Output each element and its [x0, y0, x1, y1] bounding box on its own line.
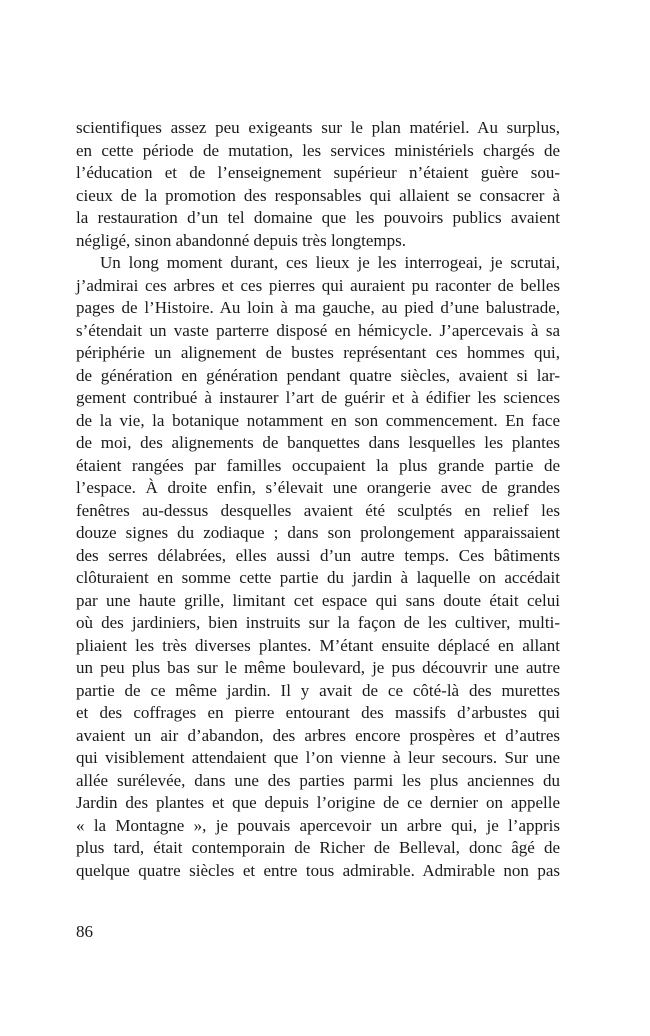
text-line: cieux de la promotion des responsables qui allaient se consacrer à: [76, 185, 560, 205]
text-line: plus tard, était contemporain de Richer de Belleval, donc âgé de: [76, 838, 560, 857]
body-text: [76, 117, 560, 905]
text-line: partie de ce même jardin. Il y avait de ce côté-là des murettes: [76, 680, 560, 700]
text-line: un peu plus bas sur le même boulevard, je pus découvrir une autre: [76, 658, 560, 677]
text-line: négligé, sinon abandonné depuis très longtemps.: [76, 230, 407, 250]
text-line: j’admirai ces arbres et ces pierres qui auraient pu raconter de belles: [76, 275, 560, 295]
text-line: de la vie, la botanique notamment en son commencement. En face: [76, 410, 560, 430]
text-line: pliaient les très diverses plantes. M’étant ensuite déplacé en allant: [76, 635, 560, 655]
text-line: s’étendait un vaste parterre disposé en hémicycle. J’apercevais à sa: [76, 320, 560, 340]
text-line: de moi, des alignements de banquettes dans lesquelles les plantes: [76, 433, 560, 452]
text-line: l’espace. À droite enfin, s’élevait une orangerie avec de grandes: [76, 478, 560, 497]
text-line: périphérie un alignement de bustes représentant ces hommes qui,: [76, 343, 560, 362]
text-line: fenêtres au-dessus desquelles avaient été sculptés en relief les: [76, 500, 560, 520]
text-line: Jardin des plantes et que depuis l’origine de ce dernier on appelle: [76, 793, 560, 812]
text-line: étaient rangées par familles occupaient la plus grande partie de: [76, 455, 560, 475]
text-line: où des jardiniers, bien instruits sur la façon de les cultiver, multi-: [76, 613, 560, 632]
text-line: en cette période de mutation, les services ministériels chargés de: [76, 140, 560, 160]
text-line: clôturaient en somme cette partie du jardin à laquelle on accédait: [76, 568, 560, 587]
text-line: avaient un air d’abandon, des arbres encore prospères et d’autres: [76, 725, 560, 745]
page-number: 86: [76, 922, 93, 941]
text-line: « la Montagne », je pouvais apercevoir un arbre qui, je l’appris: [76, 815, 560, 835]
text-line: et des coffrages en pierre entourant des massifs d’arbustes qui: [76, 703, 560, 722]
text-line: quelque quatre siècles et entre tous admirable. Admirable non pas: [76, 860, 560, 880]
text-line: qui visiblement attendaient que l’on vienne à leur secours. Sur une: [76, 748, 560, 767]
paragraph-1: [76, 117, 560, 252]
text-line: des serres délabrées, elles aussi d’un autre temps. Ces bâtiments: [76, 545, 560, 565]
text-line: la restauration d’un tel domaine que les pouvoirs publics avaient: [76, 208, 560, 227]
text-line: de génération en génération pendant quatre siècles, avaient si lar-: [76, 365, 560, 385]
text-line: douze signes du zodiaque ; dans son prolongement apparaissaient: [76, 523, 560, 542]
text-line: pages de l’Histoire. Au loin à ma gauche, au pied d’une balustrade,: [76, 298, 560, 317]
text-line: gement contribué à instaurer l’art de guérir et à édifier les sciences: [76, 388, 560, 407]
text-line: l’éducation et de l’enseignement supérieur n’étaient guère sou-: [76, 163, 560, 182]
text-line: allée surélevée, dans une des parties parmi les plus anciennes du: [76, 770, 560, 790]
text-line: [76, 882, 560, 905]
text-line: Un long moment durant, ces lieux je les interrogeai, je scrutai,: [100, 253, 560, 272]
text-line: par une haute grille, limitant cet espace qui sans doute était celui: [76, 590, 560, 610]
text-line: scientifiques assez peu exigeants sur le plan matériel. Au surplus,: [76, 118, 560, 137]
paragraph-2: [76, 252, 560, 905]
